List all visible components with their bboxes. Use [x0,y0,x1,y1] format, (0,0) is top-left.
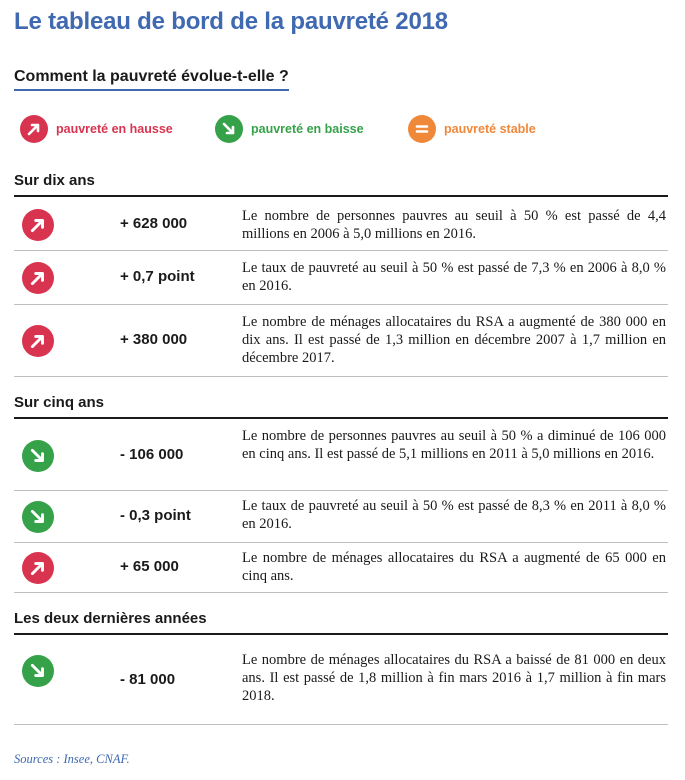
row-description: Le taux de pauvreté au seuil à 50 % est passé de 8,3 % en 2011 à 8,0 % en 2016. [242,498,666,532]
table-row [14,421,668,491]
page-title: Le tableau de bord de la pauvreté 2018 [14,8,448,35]
page-subtitle: Comment la pauvreté évolue-t-elle ? [14,68,289,91]
row-value: - 81 000 [120,671,176,688]
table-row [14,491,668,543]
arrow-up-right-icon [22,325,54,357]
arrow-up-right-icon [20,115,48,143]
legend-label-up: pauvreté en hausse [56,122,173,136]
equals-icon [408,115,436,143]
legend-item-stable [408,115,536,143]
arrow-up-right-icon [22,552,54,584]
source-note: Sources : Insee, CNAF. [14,752,130,766]
table-row [14,251,668,305]
row-value: + 628 000 [120,215,188,232]
row-value: + 65 000 [120,558,179,575]
table-row [14,543,668,593]
row-description: Le taux de pauvreté au seuil à 50 % est passé de 7,3 % en 2006 à 8,0 % en 2016. [242,260,666,294]
row-description: Le nombre de ménages allocataires du RSA a baissé de 81 000 en deux ans. Il est passé de 1,8 million à fin mars 2016 à 1,7 million à fin mars 2018. [242,652,666,704]
legend-label-down: pauvreté en baisse [251,122,364,136]
row-description: Le nombre de ménages allocataires du RSA a augmenté de 380 000 en dix ans. Il est passé de 1,3 million en décembre 2007 à 1,7 million en décembre 2017. [242,314,666,366]
table-row [14,637,668,725]
row-description: Le nombre de ménages allocataires du RSA a augmenté de 65 000 en cinq ans. [242,550,666,584]
arrow-down-right-icon [215,115,243,143]
table-row [14,305,668,377]
row-value: + 0,7 point [120,268,195,285]
section-heading-five-years: Sur cinq ans [14,394,668,419]
legend [20,115,640,143]
arrow-down-right-icon [22,501,54,533]
section-heading-two-years: Les deux dernières années [14,610,668,635]
row-description: Le nombre de personnes pauvres au seuil à 50 % est passé de 4,4 millions en 2006 à 5,0 millions en 2016. [242,208,666,242]
arrow-up-right-icon [22,209,54,241]
legend-item-up [20,115,173,143]
legend-item-down [215,115,364,143]
arrow-down-right-icon [22,655,54,687]
row-value: + 380 000 [120,331,188,348]
row-description: Le nombre de personnes pauvres au seuil à 50 % a diminué de 106 000 en cinq ans. Il est passé de 5,1 millions en 2011 à 5,0 millions en 2016. [242,428,666,462]
row-value: - 0,3 point [120,507,191,524]
arrow-up-right-icon [22,262,54,294]
row-value: - 106 000 [120,446,184,463]
table-row [14,199,668,251]
section-heading-ten-years: Sur dix ans [14,172,668,197]
arrow-down-right-icon [22,440,54,472]
legend-label-stable: pauvreté stable [444,122,536,136]
